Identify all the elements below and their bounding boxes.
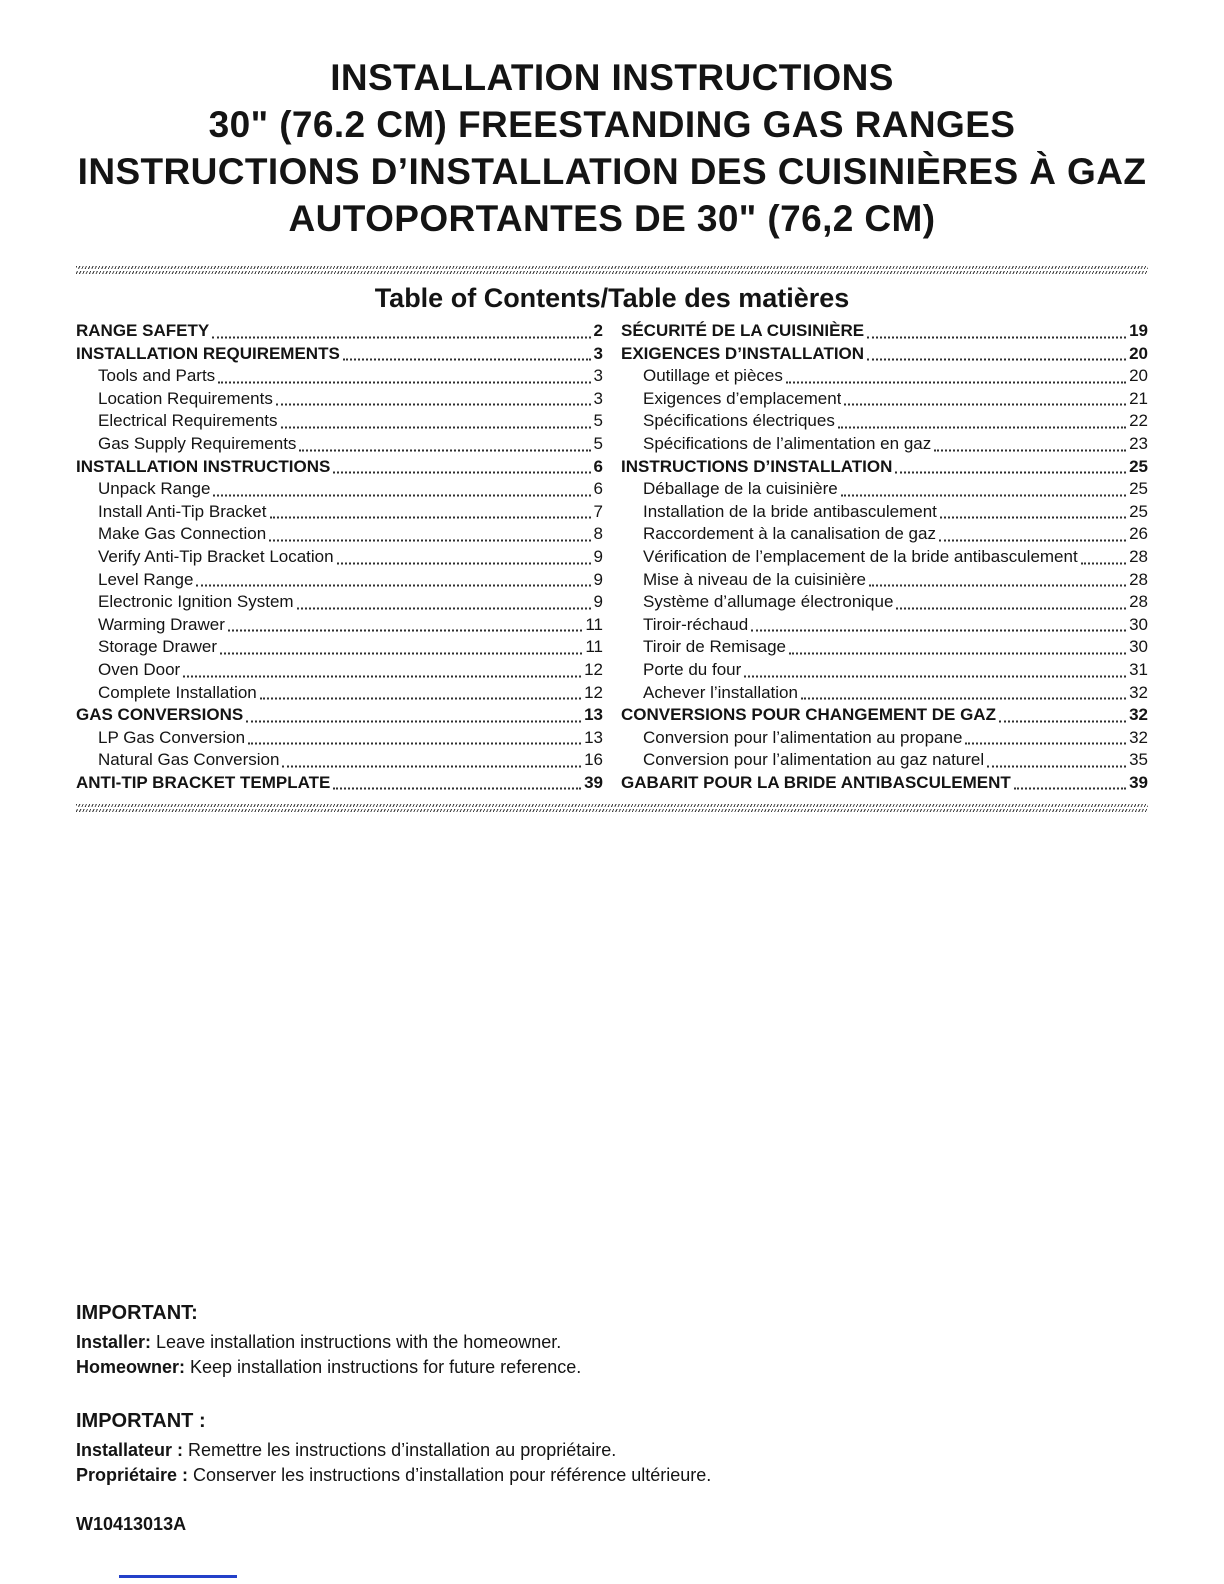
toc-entry-page: 12 bbox=[584, 659, 603, 679]
toc-leader-dots bbox=[333, 472, 590, 474]
toc-leader-dots bbox=[939, 539, 1126, 541]
toc-leader-dots bbox=[183, 675, 581, 677]
toc-entry-label: Electronic Ignition System bbox=[98, 592, 294, 612]
toc-entry bbox=[621, 749, 1148, 772]
toc-entry bbox=[621, 591, 1148, 614]
toc-leader-dots bbox=[867, 336, 1126, 338]
toc-entry-page: 9 bbox=[593, 592, 603, 612]
toc-leader-dots bbox=[196, 585, 590, 587]
toc-leader-dots bbox=[867, 359, 1126, 361]
toc-entry-label: Porte du four bbox=[643, 659, 742, 679]
toc-entry bbox=[621, 636, 1148, 659]
toc-entry-label: Conversion pour l’alimentation au propane bbox=[643, 727, 963, 747]
toc-entry-label: Make Gas Connection bbox=[98, 524, 267, 544]
toc-entry-page: 20 bbox=[1129, 366, 1148, 386]
toc-entry-label: Tiroir de Remisage bbox=[643, 637, 786, 657]
toc-entry-page: 16 bbox=[584, 750, 603, 770]
toc-entry-page: 2 bbox=[593, 321, 603, 340]
toc-entry-page: 5 bbox=[593, 433, 603, 453]
toc-entry-label: RANGE SAFETY bbox=[76, 321, 210, 340]
toc-entry-page: 25 bbox=[1129, 501, 1148, 521]
toc-leader-dots bbox=[841, 494, 1126, 496]
section-divider-bottom bbox=[76, 804, 1148, 812]
toc-leader-dots bbox=[297, 607, 591, 609]
toc-leader-dots bbox=[343, 359, 591, 361]
toc-entry bbox=[621, 410, 1148, 433]
toc-entry bbox=[76, 320, 603, 343]
important-lead-homeowner: Homeowner: bbox=[76, 1357, 186, 1378]
toc-entry-label: INSTALLATION REQUIREMENTS bbox=[76, 343, 340, 363]
toc-entry-page: 25 bbox=[1129, 479, 1148, 499]
important-heading-fr: IMPORTANT : bbox=[76, 1410, 206, 1433]
toc-entry bbox=[76, 704, 603, 727]
toc-entry bbox=[76, 365, 603, 388]
toc-entry-label: Vérification de l’emplacement de la bride antibasculement bbox=[643, 546, 1078, 566]
toc-entry-page: 12 bbox=[584, 682, 603, 702]
toc-entry bbox=[621, 772, 1148, 795]
toc-entry-label: Outillage et pièces bbox=[643, 366, 783, 386]
toc-entry-page: 3 bbox=[593, 388, 603, 408]
title-line-1: INSTALLATION INSTRUCTIONS bbox=[330, 57, 894, 98]
toc-entry bbox=[76, 501, 603, 524]
toc-entry-label: LP Gas Conversion bbox=[98, 727, 246, 747]
toc-leader-dots bbox=[276, 404, 591, 406]
toc-entry-page: 31 bbox=[1129, 659, 1148, 679]
toc-entry-label: Complete Installation bbox=[98, 682, 257, 702]
toc-entry-page: 21 bbox=[1129, 388, 1148, 408]
important-line-proprietaire bbox=[76, 1463, 1148, 1488]
section-divider-top bbox=[76, 266, 1148, 274]
toc-leader-dots bbox=[246, 720, 581, 722]
important-line-installateur bbox=[76, 1438, 1148, 1463]
toc-leader-dots bbox=[789, 652, 1126, 654]
important-line-installer bbox=[76, 1330, 1148, 1355]
toc-entry bbox=[621, 320, 1148, 343]
toc-entry-label: EXIGENCES D’INSTALLATION bbox=[621, 343, 865, 363]
toc-entry bbox=[76, 343, 603, 366]
toc-leader-dots bbox=[869, 585, 1126, 587]
toc-leader-dots bbox=[844, 404, 1126, 406]
toc-entry bbox=[621, 614, 1148, 637]
toc-entry-page: 11 bbox=[585, 637, 603, 657]
toc-entry-label: Achever l’installation bbox=[643, 682, 798, 702]
important-line-homeowner bbox=[76, 1355, 1148, 1380]
toc-entry-page: 28 bbox=[1129, 569, 1148, 589]
toc-entry-page: 25 bbox=[1129, 456, 1148, 476]
toc-entry-page: 13 bbox=[584, 727, 603, 747]
toc-entry-label: Tiroir-réchaud bbox=[643, 614, 749, 634]
toc-entry-label: Location Requirements bbox=[98, 388, 273, 408]
important-notice-fr bbox=[76, 1408, 1148, 1488]
toc-leader-dots bbox=[269, 539, 590, 541]
toc-leader-dots bbox=[896, 607, 1126, 609]
toc-entry-page: 19 bbox=[1129, 321, 1148, 340]
toc-entry-page: 9 bbox=[593, 569, 603, 589]
toc-entry-label: GABARIT POUR LA BRIDE ANTIBASCULEMENT bbox=[621, 772, 1011, 792]
important-heading-en: IMPORTANT: bbox=[76, 1302, 198, 1325]
toc-leader-dots bbox=[838, 426, 1126, 428]
toc-column-left bbox=[76, 320, 603, 794]
toc-entry-label: Storage Drawer bbox=[98, 637, 218, 657]
toc-entry-label: Gas Supply Requirements bbox=[98, 433, 297, 453]
title-line-4: AUTOPORTANTES DE 30" (76,2 CM) bbox=[288, 198, 936, 239]
toc-leader-dots bbox=[270, 517, 591, 519]
footer-underline-mark bbox=[119, 1575, 237, 1578]
toc-entry bbox=[621, 388, 1148, 411]
toc-entry bbox=[76, 388, 603, 411]
toc-leader-dots bbox=[299, 449, 590, 451]
toc-leader-dots bbox=[1014, 788, 1126, 790]
toc-entry bbox=[76, 749, 603, 772]
toc-entry-label: Tools and Parts bbox=[98, 366, 216, 386]
toc-leader-dots bbox=[282, 765, 581, 767]
document-title bbox=[76, 54, 1148, 242]
important-text-proprietaire: Conserver les instructions d’installation pour référence ultérieure. bbox=[188, 1465, 712, 1486]
toc-leader-dots bbox=[260, 698, 581, 700]
toc-entry-page: 23 bbox=[1129, 433, 1148, 453]
toc-entry bbox=[621, 456, 1148, 479]
toc-leader-dots bbox=[218, 381, 590, 383]
toc-entry bbox=[621, 343, 1148, 366]
toc-leader-dots bbox=[220, 652, 582, 654]
toc-entry-page: 3 bbox=[593, 343, 603, 363]
important-text-installateur: Remettre les instructions d’installation au propriétaire. bbox=[183, 1440, 617, 1461]
important-lead-proprietaire: Propriétaire : bbox=[76, 1465, 189, 1486]
toc-entry bbox=[621, 546, 1148, 569]
toc-entry-label: Warming Drawer bbox=[98, 614, 225, 634]
toc-entry bbox=[76, 546, 603, 569]
toc-entry-label: Mise à niveau de la cuisinière bbox=[643, 569, 867, 589]
toc-entry-page: 39 bbox=[1129, 772, 1148, 792]
toc-leader-dots bbox=[281, 426, 591, 428]
toc-entry-page: 6 bbox=[593, 456, 603, 476]
toc-entry-page: 26 bbox=[1129, 524, 1148, 544]
toc-entry bbox=[76, 614, 603, 637]
toc-entry-label: Déballage de la cuisinière bbox=[643, 479, 838, 499]
toc-entry bbox=[621, 433, 1148, 456]
toc-entry-label: Level Range bbox=[98, 569, 194, 589]
toc-entry bbox=[621, 704, 1148, 727]
toc-entry bbox=[76, 456, 603, 479]
toc-entry bbox=[76, 591, 603, 614]
toc-entry bbox=[76, 569, 603, 592]
toc-leader-dots bbox=[965, 743, 1126, 745]
toc-entry-label: Exigences d’emplacement bbox=[643, 388, 842, 408]
toc-leader-dots bbox=[940, 517, 1126, 519]
toc-entry bbox=[621, 659, 1148, 682]
toc-entry-page: 32 bbox=[1129, 682, 1148, 702]
toc-entry bbox=[76, 433, 603, 456]
toc-leader-dots bbox=[1081, 562, 1126, 564]
toc-entry bbox=[621, 501, 1148, 524]
toc-leader-dots bbox=[337, 562, 591, 564]
toc-leader-dots bbox=[999, 720, 1126, 722]
toc-entry bbox=[76, 659, 603, 682]
toc-entry-page: 22 bbox=[1129, 411, 1148, 431]
important-text-homeowner: Keep installation instructions for future reference. bbox=[185, 1357, 582, 1378]
toc-leader-dots bbox=[895, 472, 1126, 474]
toc-entry bbox=[621, 523, 1148, 546]
toc-entry-label: Oven Door bbox=[98, 659, 181, 679]
toc-entry-page: 28 bbox=[1129, 592, 1148, 612]
toc-entry-label: Verify Anti-Tip Bracket Location bbox=[98, 546, 334, 566]
toc-leader-dots bbox=[212, 336, 590, 338]
toc-entry bbox=[76, 478, 603, 501]
toc-leader-dots bbox=[987, 765, 1126, 767]
toc-entry-page: 5 bbox=[593, 411, 603, 431]
toc-entry-page: 39 bbox=[584, 772, 603, 792]
toc-entry-label: Spécifications de l’alimentation en gaz bbox=[643, 433, 932, 453]
important-notice-en bbox=[76, 1300, 1148, 1380]
toc-entry-page: 32 bbox=[1129, 727, 1148, 747]
toc-entry-label: GAS CONVERSIONS bbox=[76, 705, 244, 725]
toc-leader-dots bbox=[801, 698, 1126, 700]
important-lead-installer: Installer: bbox=[76, 1332, 152, 1353]
toc-entry-page: 8 bbox=[593, 524, 603, 544]
toc-entry-page: 11 bbox=[585, 614, 603, 634]
toc-leader-dots bbox=[751, 630, 1126, 632]
toc-entry-page: 20 bbox=[1129, 343, 1148, 363]
toc-entry-page: 6 bbox=[593, 479, 603, 499]
toc-entry bbox=[621, 682, 1148, 705]
toc-entry-page: 9 bbox=[593, 546, 603, 566]
important-text-installer: Leave installation instructions with the homeowner. bbox=[151, 1332, 562, 1353]
toc-entry-label: Install Anti-Tip Bracket bbox=[98, 501, 267, 521]
toc-leader-dots bbox=[248, 743, 581, 745]
toc-leader-dots bbox=[213, 494, 590, 496]
toc-entry bbox=[76, 636, 603, 659]
toc-entry-label: Electrical Requirements bbox=[98, 411, 278, 431]
toc-entry bbox=[76, 772, 603, 795]
toc-leader-dots bbox=[934, 449, 1126, 451]
toc-entry-page: 7 bbox=[593, 501, 603, 521]
toc-leader-dots bbox=[744, 675, 1126, 677]
toc-leader-dots bbox=[786, 381, 1126, 383]
toc-entry-page: 13 bbox=[584, 705, 603, 725]
title-line-3: INSTRUCTIONS D’INSTALLATION DES CUISINIÈRES À GAZ bbox=[77, 151, 1147, 192]
document-number: W10413013A bbox=[76, 1514, 187, 1535]
title-line-2: 30" (76.2 CM) FREESTANDING GAS RANGES bbox=[208, 104, 1016, 145]
toc-entry-label: Installation de la bride antibasculement bbox=[643, 501, 937, 521]
toc-entry-label: Système d’allumage électronique bbox=[643, 592, 894, 612]
toc-entry-page: 3 bbox=[593, 366, 603, 386]
table-of-contents bbox=[76, 320, 1148, 794]
toc-entry-label: ANTI-TIP BRACKET TEMPLATE bbox=[76, 772, 331, 792]
toc-entry bbox=[621, 569, 1148, 592]
toc-heading: Table of Contents/Table des matières bbox=[374, 283, 850, 313]
toc-entry bbox=[76, 682, 603, 705]
toc-entry-page: 35 bbox=[1129, 750, 1148, 770]
toc-entry bbox=[621, 365, 1148, 388]
toc-entry-label: INSTRUCTIONS D’INSTALLATION bbox=[621, 456, 893, 476]
toc-entry bbox=[76, 523, 603, 546]
toc-entry-label: Natural Gas Conversion bbox=[98, 750, 280, 770]
toc-entry-label: Raccordement à la canalisation de gaz bbox=[643, 524, 936, 544]
toc-entry bbox=[76, 727, 603, 750]
toc-entry bbox=[621, 478, 1148, 501]
toc-entry-label: SÉCURITÉ DE LA CUISINIÈRE bbox=[621, 321, 865, 340]
toc-entry bbox=[76, 410, 603, 433]
toc-entry-label: INSTALLATION INSTRUCTIONS bbox=[76, 456, 331, 476]
toc-entry-label: Spécifications électriques bbox=[643, 411, 835, 431]
toc-leader-dots bbox=[228, 630, 582, 632]
important-lead-installateur: Installateur : bbox=[76, 1440, 184, 1461]
toc-entry-page: 32 bbox=[1129, 705, 1148, 725]
toc-entry-label: Unpack Range bbox=[98, 479, 211, 499]
toc-entry-label: Conversion pour l’alimentation au gaz naturel bbox=[643, 750, 985, 770]
toc-entry-page: 28 bbox=[1129, 546, 1148, 566]
toc-leader-dots bbox=[333, 788, 581, 790]
toc-column-right bbox=[621, 320, 1148, 794]
toc-entry-label: CONVERSIONS POUR CHANGEMENT DE GAZ bbox=[621, 705, 996, 725]
toc-entry-page: 30 bbox=[1129, 637, 1148, 657]
toc-entry-page: 30 bbox=[1129, 614, 1148, 634]
toc-entry bbox=[621, 727, 1148, 750]
